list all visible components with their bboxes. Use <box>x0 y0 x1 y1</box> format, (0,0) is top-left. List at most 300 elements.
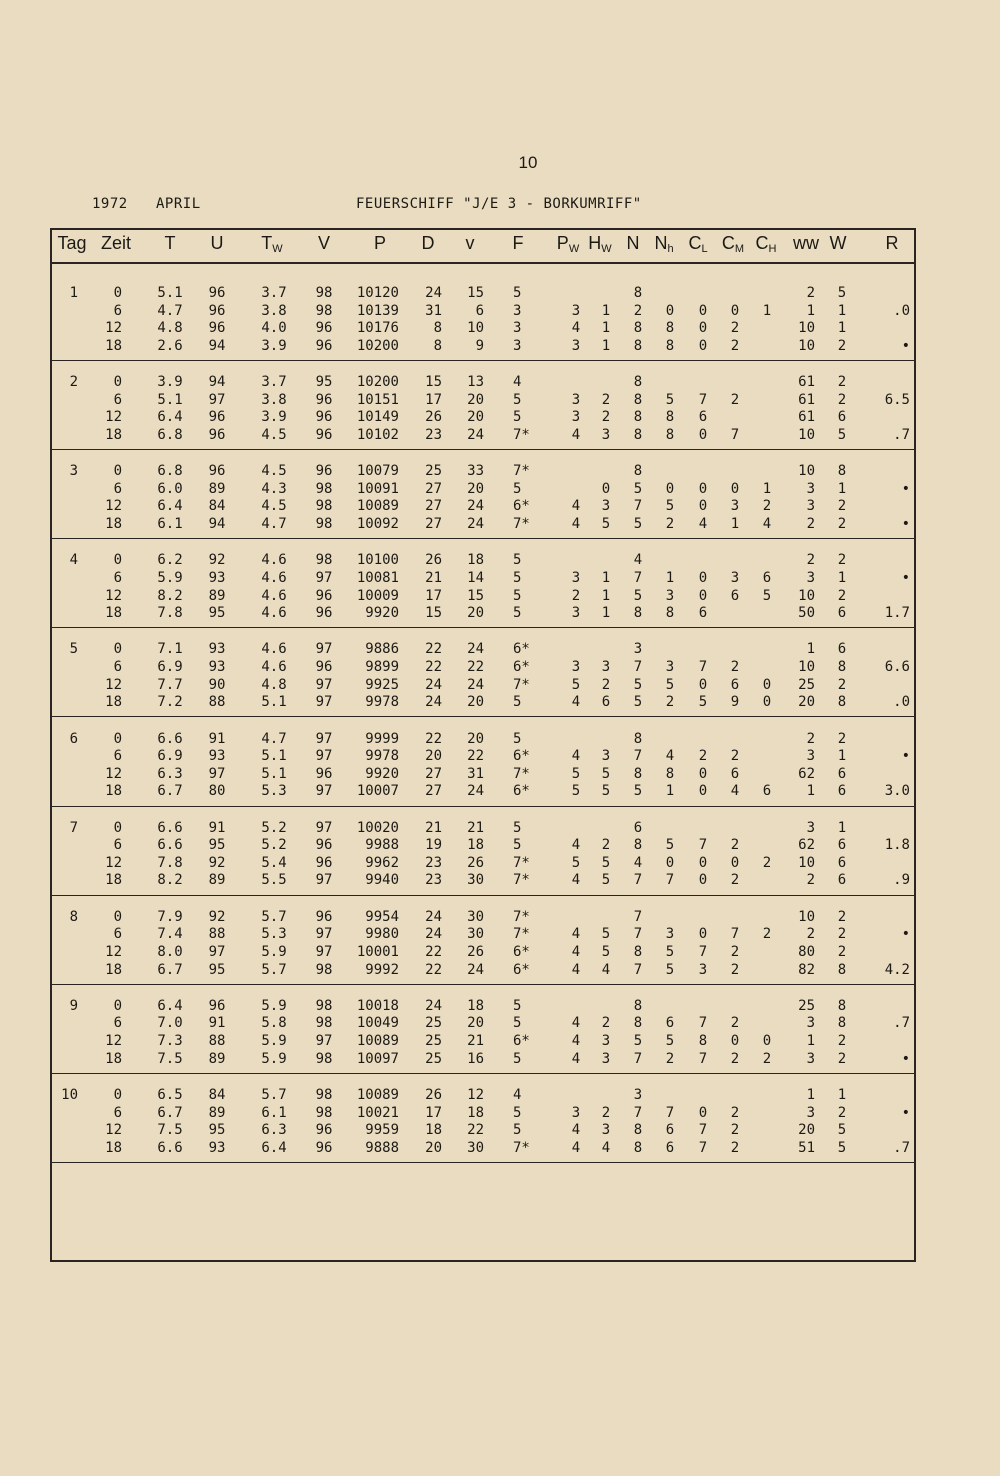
cell-t: 6.4 <box>157 409 183 426</box>
day-label: 3 <box>69 463 78 480</box>
day-label: 1 <box>69 285 78 301</box>
cell-zeit: 6 <box>113 1104 122 1121</box>
cell-pw: 5 <box>571 765 581 782</box>
cell-v: 24 <box>467 498 484 515</box>
cell-w: 5 <box>837 426 847 443</box>
cell-zeit: 18 <box>105 337 122 354</box>
cell-pw: 4 <box>571 426 581 443</box>
cell-d: 21 <box>425 569 442 586</box>
cell-pw: 3 <box>571 569 581 586</box>
cell-zeit: 18 <box>105 516 122 532</box>
cell-p: 10089 <box>356 1086 399 1103</box>
cell-d: 27 <box>425 516 442 532</box>
cell-zeit: 6 <box>113 391 122 408</box>
cell-f: 6* <box>513 1033 530 1049</box>
cell-tw: 4.8 <box>261 676 287 693</box>
cell-t: 6.6 <box>157 819 183 836</box>
cell-pw: 5 <box>571 854 581 871</box>
cell-n: 8 <box>633 1122 643 1139</box>
cell-nh: 0 <box>665 302 675 319</box>
cell-zeit: 12 <box>105 854 122 871</box>
cell-u: 91 <box>208 819 226 836</box>
cell-hw: 5 <box>601 926 611 943</box>
cell-pw: 4 <box>571 516 581 532</box>
cell-d: 20 <box>425 748 442 765</box>
day-label: 4 <box>69 552 78 569</box>
cell-n: 2 <box>633 302 643 319</box>
cell-v: 9 <box>475 337 484 354</box>
cell-nh: 5 <box>665 498 675 515</box>
column-header-r <box>886 233 899 254</box>
cell-v_vis: 98 <box>315 480 333 497</box>
cell-v_vis: 96 <box>315 426 333 443</box>
cell-cl: 0 <box>698 926 708 943</box>
day-label: 9 <box>69 997 78 1014</box>
cell-v_vis: 98 <box>315 516 333 532</box>
cell-nh: 8 <box>665 765 675 782</box>
cell-d: 21 <box>425 819 442 836</box>
cell-pw: 3 <box>571 409 581 426</box>
cell-v: 20 <box>467 694 484 711</box>
cell-d: 23 <box>425 854 442 871</box>
cell-f: 3 <box>513 320 522 337</box>
cell-zeit: 6 <box>113 569 122 586</box>
cell-u: 96 <box>208 463 226 480</box>
cell-f: 4 <box>513 1086 522 1103</box>
cell-tw: 5.9 <box>261 943 287 960</box>
cell-n: 8 <box>633 997 643 1014</box>
cell-u: 84 <box>208 1086 226 1103</box>
cell-u: 88 <box>208 926 226 943</box>
cell-ww: 20 <box>798 1122 815 1139</box>
cell-t: 8.2 <box>157 587 183 604</box>
cell-ww: 50 <box>798 605 815 622</box>
cell-v: 30 <box>467 926 484 943</box>
cell-tw: 5.2 <box>261 819 287 836</box>
cell-u: 89 <box>208 587 226 604</box>
cell-r: • <box>901 748 910 765</box>
cell-cl: 0 <box>698 302 708 319</box>
cell-zeit: 6 <box>113 480 122 497</box>
cell-v: 24 <box>467 783 484 800</box>
cell-cl: 4 <box>698 516 708 532</box>
cell-tw: 3.8 <box>261 391 287 408</box>
cell-t: 7.5 <box>157 1122 183 1139</box>
cell-f: 6* <box>513 783 530 800</box>
cell-pw: 4 <box>571 1033 581 1049</box>
cell-nh: 2 <box>665 516 675 532</box>
cell-hw: 1 <box>601 587 611 604</box>
cell-v: 18 <box>467 552 484 569</box>
cell-cl: 0 <box>698 783 708 800</box>
cell-cm: 6 <box>730 676 740 693</box>
cell-p: 10018 <box>356 997 399 1014</box>
cell-v_vis: 96 <box>315 337 333 354</box>
cell-v_vis: 96 <box>315 409 333 426</box>
cell-v_vis: 96 <box>315 1122 333 1139</box>
cell-d: 15 <box>425 374 442 391</box>
cell-zeit: 6 <box>113 837 122 854</box>
cell-hw: 5 <box>601 872 611 889</box>
cell-hw: 2 <box>601 837 611 854</box>
cell-p: 9988 <box>365 837 399 854</box>
cell-d: 26 <box>425 1086 442 1103</box>
cell-ww: 2 <box>806 516 815 532</box>
cell-u: 97 <box>208 943 226 960</box>
cell-zeit: 12 <box>105 587 122 604</box>
cell-p: 9886 <box>365 641 399 658</box>
cell-d: 8 <box>433 320 442 337</box>
cell-t: 6.7 <box>157 961 183 978</box>
cell-w: 5 <box>837 1139 847 1156</box>
cell-nh: 6 <box>665 1015 675 1032</box>
cell-cm: 2 <box>730 659 740 675</box>
cell-u: 88 <box>208 694 226 711</box>
cell-u: 94 <box>208 337 226 354</box>
cell-f: 7* <box>513 463 530 480</box>
table-column-header <box>50 228 916 264</box>
cell-p: 9954 <box>365 908 399 925</box>
column-header-label: H <box>588 233 602 253</box>
cell-t: 7.8 <box>157 854 183 871</box>
cell-cm: 3 <box>730 569 740 586</box>
cell-t: 6.0 <box>157 480 183 497</box>
cell-f: 5 <box>513 819 522 836</box>
cell-ww: 20 <box>798 694 815 711</box>
cell-hw: 5 <box>601 765 611 782</box>
cell-u: 80 <box>208 783 226 800</box>
cell-w: 2 <box>837 587 847 604</box>
cell-p: 10151 <box>356 391 399 408</box>
cell-hw: 5 <box>601 516 611 532</box>
cell-v: 22 <box>467 659 484 675</box>
cell-v: 14 <box>467 569 484 586</box>
column-header-label: C <box>721 233 735 253</box>
cell-w: 1 <box>837 569 847 586</box>
cell-cm: 2 <box>730 1139 740 1156</box>
cell-v: 16 <box>467 1050 484 1067</box>
cell-hw: 2 <box>601 676 611 693</box>
day-separator <box>50 538 916 539</box>
column-header-label: W <box>829 233 847 253</box>
cell-ch: 1 <box>762 302 772 319</box>
cell-ww: 61 <box>798 391 815 408</box>
cell-n: 3 <box>633 1086 643 1103</box>
cell-u: 95 <box>208 605 226 622</box>
cell-d: 17 <box>425 587 442 604</box>
cell-ww: 2 <box>806 926 815 943</box>
cell-f: 7* <box>513 908 530 925</box>
cell-f: 5 <box>513 730 522 747</box>
cell-ww: 10 <box>798 854 815 871</box>
cell-cl: 7 <box>698 1050 708 1067</box>
cell-tw: 4.3 <box>261 480 287 497</box>
cell-hw: 5 <box>601 783 611 800</box>
cell-w: 1 <box>837 480 847 497</box>
cell-cl: 7 <box>698 1015 708 1032</box>
cell-p: 10009 <box>356 587 399 604</box>
cell-d: 17 <box>425 1104 442 1121</box>
cell-u: 92 <box>208 908 226 925</box>
cell-v_vis: 97 <box>315 730 333 747</box>
cell-ww: 10 <box>798 320 815 337</box>
cell-pw: 4 <box>571 498 581 515</box>
cell-r: • <box>901 1104 910 1121</box>
cell-tw: 5.9 <box>261 1050 287 1067</box>
cell-cl: 0 <box>698 480 708 497</box>
cell-cm: 7 <box>730 426 740 443</box>
cell-tw: 5.4 <box>261 854 287 871</box>
cell-u: 95 <box>208 1122 226 1139</box>
cell-ww: 62 <box>798 837 815 854</box>
cell-ww: 10 <box>798 337 815 354</box>
cell-u: 96 <box>208 302 226 319</box>
cell-hw: 4 <box>601 1139 611 1156</box>
cell-ch: 2 <box>762 854 772 871</box>
cell-hw: 4 <box>601 961 611 978</box>
cell-p: 10049 <box>356 1015 399 1032</box>
cell-hw: 5 <box>601 943 611 960</box>
cell-n: 8 <box>633 1139 643 1156</box>
cell-v_vis: 97 <box>315 943 333 960</box>
cell-cm: 2 <box>730 337 740 354</box>
cell-v_vis: 96 <box>315 463 333 480</box>
cell-n: 8 <box>633 285 643 301</box>
cell-cm: 2 <box>730 320 740 337</box>
column-header-label: N <box>654 233 668 253</box>
cell-cm: 3 <box>730 498 740 515</box>
column-header-v_vis <box>318 233 330 254</box>
cell-p: 9888 <box>365 1139 399 1156</box>
cell-w: 6 <box>837 409 847 426</box>
cell-pw: 2 <box>571 587 581 604</box>
cell-tw: 5.3 <box>261 926 287 943</box>
cell-p: 10149 <box>356 409 399 426</box>
cell-v: 20 <box>467 730 484 747</box>
cell-n: 7 <box>633 926 643 943</box>
cell-zeit: 18 <box>105 1139 122 1156</box>
cell-t: 6.9 <box>157 748 183 765</box>
day-label: 2 <box>69 374 78 391</box>
cell-u: 92 <box>208 552 226 569</box>
cell-r: .7 <box>893 426 910 443</box>
cell-hw: 1 <box>601 337 611 354</box>
cell-tw: 5.1 <box>261 765 287 782</box>
cell-r: • <box>901 1050 910 1067</box>
cell-hw: 3 <box>601 1033 611 1049</box>
cell-t: 3.9 <box>157 374 183 391</box>
cell-d: 22 <box>425 961 442 978</box>
cell-ww: 10 <box>798 426 815 443</box>
cell-f: 6* <box>513 943 530 960</box>
cell-t: 5.1 <box>157 285 183 301</box>
cell-ww: 3 <box>806 569 815 586</box>
cell-r: 6.5 <box>884 391 910 408</box>
cell-hw: 3 <box>601 498 611 515</box>
cell-n: 8 <box>633 337 643 354</box>
cell-p: 10120 <box>356 285 399 301</box>
cell-zeit: 12 <box>105 409 122 426</box>
cell-v_vis: 97 <box>315 694 333 711</box>
cell-w: 2 <box>837 1033 847 1049</box>
cell-u: 89 <box>208 1050 226 1067</box>
cell-d: 8 <box>433 337 442 354</box>
cell-v: 30 <box>467 872 484 889</box>
cell-zeit: 12 <box>105 676 122 693</box>
column-header-tag <box>57 233 86 254</box>
column-header-tw <box>261 233 282 255</box>
cell-w: 6 <box>837 854 847 871</box>
cell-nh: 8 <box>665 605 675 622</box>
cell-pw: 4 <box>571 961 581 978</box>
cell-n: 8 <box>633 463 643 480</box>
cell-cl: 0 <box>698 872 708 889</box>
cell-w: 5 <box>837 285 847 301</box>
cell-r: 1.7 <box>884 605 910 622</box>
cell-r: • <box>901 926 910 943</box>
cell-v: 20 <box>467 391 484 408</box>
cell-n: 8 <box>633 426 643 443</box>
cell-d: 25 <box>425 1015 442 1032</box>
cell-cl: 0 <box>698 498 708 515</box>
column-header-subscript: h <box>667 243 674 255</box>
cell-f: 7* <box>513 872 530 889</box>
day-separator <box>50 806 916 807</box>
column-header-subscript: H <box>768 243 777 255</box>
cell-n: 5 <box>633 516 643 532</box>
cell-f: 5 <box>513 1015 522 1032</box>
cell-ww: 1 <box>806 783 815 800</box>
cell-ww: 10 <box>798 908 815 925</box>
cell-p: 10091 <box>356 480 399 497</box>
cell-d: 24 <box>425 908 442 925</box>
cell-w: 2 <box>837 1104 847 1121</box>
cell-f: 5 <box>513 1104 522 1121</box>
cell-zeit: 18 <box>105 783 122 800</box>
cell-u: 89 <box>208 1104 226 1121</box>
cell-hw: 1 <box>601 302 611 319</box>
cell-tw: 4.6 <box>261 569 287 586</box>
cell-w: 1 <box>837 819 847 836</box>
column-header-subscript: W <box>568 243 580 255</box>
cell-v: 20 <box>467 1015 484 1032</box>
cell-v_vis: 97 <box>315 872 333 889</box>
cell-t: 4.8 <box>157 320 183 337</box>
cell-v: 12 <box>467 1086 484 1103</box>
cell-cm: 2 <box>730 1015 740 1032</box>
cell-w: 1 <box>837 320 847 337</box>
column-header-zeit <box>101 233 131 254</box>
day-separator <box>50 449 916 450</box>
cell-n: 7 <box>633 961 643 978</box>
cell-pw: 4 <box>571 1015 581 1032</box>
cell-v_vis: 97 <box>315 926 333 943</box>
cell-hw: 2 <box>601 391 611 408</box>
cell-p: 9999 <box>365 730 399 747</box>
cell-t: 6.6 <box>157 837 183 854</box>
cell-t: 8.0 <box>157 943 183 960</box>
cell-cm: 2 <box>730 1122 740 1139</box>
cell-u: 93 <box>208 748 226 765</box>
column-header-label: C <box>755 233 769 253</box>
cell-w: 8 <box>837 659 847 675</box>
cell-pw: 4 <box>571 748 581 765</box>
cell-u: 97 <box>208 765 226 782</box>
cell-r: .7 <box>893 1139 910 1156</box>
cell-cm: 0 <box>730 302 740 319</box>
cell-zeit: 0 <box>113 819 122 836</box>
cell-nh: 3 <box>665 659 675 675</box>
cell-v_vis: 96 <box>315 659 333 675</box>
cell-zeit: 0 <box>113 552 122 569</box>
cell-zeit: 12 <box>105 1033 122 1049</box>
cell-v: 22 <box>467 748 484 765</box>
cell-tw: 4.5 <box>261 498 287 515</box>
cell-ch: 2 <box>762 926 772 943</box>
cell-f: 5 <box>513 1122 522 1139</box>
cell-v: 24 <box>467 676 484 693</box>
cell-cm: 2 <box>730 1104 740 1121</box>
cell-p: 10001 <box>356 943 399 960</box>
cell-v: 33 <box>467 463 484 480</box>
cell-p: 9980 <box>365 926 399 943</box>
cell-cl: 7 <box>698 837 708 854</box>
cell-nh: 5 <box>665 943 675 960</box>
cell-ch: 0 <box>762 1033 772 1049</box>
cell-pw: 4 <box>571 872 581 889</box>
cell-v: 21 <box>467 819 484 836</box>
column-header-label: F <box>512 233 524 253</box>
cell-nh: 3 <box>665 587 675 604</box>
cell-w: 8 <box>837 1015 847 1032</box>
cell-ww: 3 <box>806 1050 815 1067</box>
cell-u: 93 <box>208 569 226 586</box>
header-month: APRIL <box>156 196 201 212</box>
cell-t: 7.4 <box>157 926 183 943</box>
cell-d: 22 <box>425 730 442 747</box>
cell-v: 10 <box>467 320 484 337</box>
column-header-v <box>466 233 475 254</box>
cell-f: 5 <box>513 997 522 1014</box>
cell-tw: 5.3 <box>261 783 287 800</box>
cell-u: 90 <box>208 676 226 693</box>
day-separator <box>50 984 916 985</box>
cell-v_vis: 97 <box>315 748 333 765</box>
cell-nh: 1 <box>665 569 675 586</box>
cell-r: .0 <box>893 302 910 319</box>
cell-n: 8 <box>633 605 643 622</box>
cell-cm: 2 <box>730 391 740 408</box>
cell-u: 91 <box>208 1015 226 1032</box>
column-header-subscript: W <box>272 243 283 255</box>
cell-t: 6.4 <box>157 997 183 1014</box>
cell-v: 31 <box>467 765 484 782</box>
column-header-label: P <box>373 233 387 253</box>
column-header-ch <box>756 233 777 255</box>
cell-cm: 2 <box>730 872 740 889</box>
page-number: 10 <box>518 153 538 172</box>
cell-v_vis: 97 <box>315 1033 333 1049</box>
column-header-label: U <box>210 233 224 253</box>
cell-d: 26 <box>425 552 442 569</box>
cell-hw: 0 <box>601 480 611 497</box>
cell-pw: 3 <box>571 659 581 675</box>
cell-zeit: 6 <box>113 659 122 675</box>
cell-w: 2 <box>837 374 847 391</box>
cell-tw: 4.6 <box>261 605 287 622</box>
cell-t: 6.7 <box>157 1104 183 1121</box>
cell-cl: 0 <box>698 1104 708 1121</box>
